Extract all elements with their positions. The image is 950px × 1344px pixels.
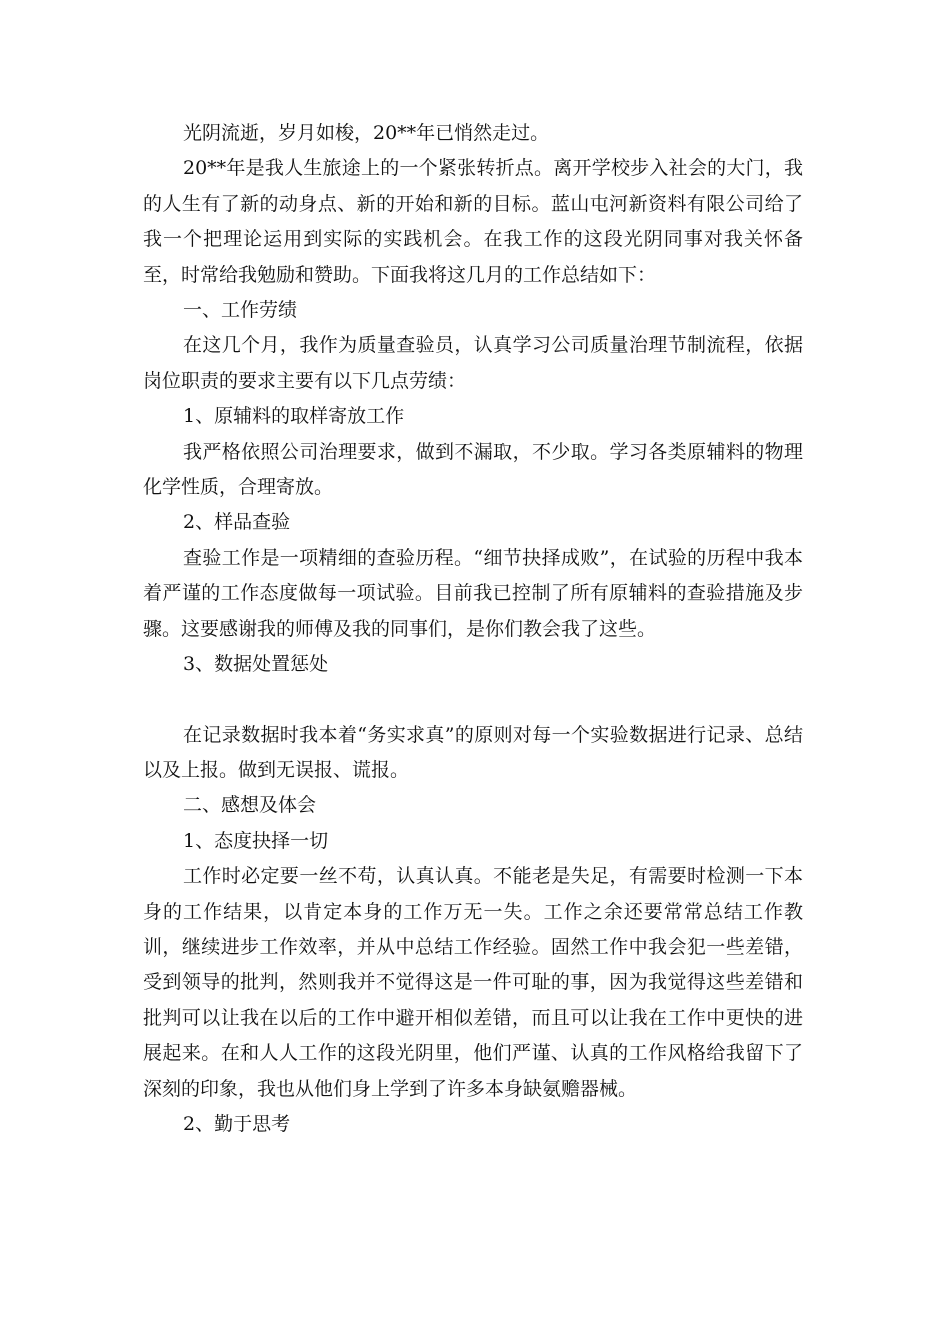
paragraph-sampling: 我严格依照公司治理要求，做到不漏取，不少取。学习各类原辅料的物理化学性质，合理寄放。 [143,440,803,499]
heading-reflections: 二、感想及体会 [183,794,317,817]
paragraph-intro: 光阴流逝，岁月如梭，20**年已悄然走过。 [183,122,550,144]
heading-work-results: 一、工作劳绩 [183,299,298,322]
subheading-inspection: 2、样品查验 [183,511,291,534]
paragraph-turning-point: 20**年是我人生旅途上的一个紧张转折点。离开学校步入社会的大门，我的人生有了新的动身点、新的开始和新的目标。蓝山屯河新资料有限公司给了我一个把理论运用到实际的实践机会。在我工作的这段光阴同事对我关怀备至，时常给我勉励和赞助。下面我将这几月的工作总结如下： [143,157,803,286]
paragraph-attitude: 工作时必定要一丝不苟，认真认真。不能老是失足，有需要时检测一下本身的工作结果，以肯定本身的工作万无一失。工作之余还要常常总结工作教训，继续进步工作效率，并从中总结工作经验。固然工作中我会犯一些差错，受到领导的批判，然则我并不觉得这是一件可耻的事，因为我觉得这些差错和批判可以让我在以后的工作中避开相似差错，而且可以让我在工作中更快的进展起来。在和人人工作的这段光阴里，他们严谨、认真的工作风格给我留下了深刻的印象，我也从他们身上学到了许多本身缺氨赡器械。 [143,865,803,1100]
subheading-thinking: 2、勤于思考 [183,1112,291,1135]
subheading-attitude: 1、态度抉择一切 [183,829,329,852]
subheading-sampling: 1、原辅料的取样寄放工作 [183,405,405,428]
blank-line [143,683,803,718]
paragraph-data-processing: 在记录数据时我本着“务实求真”的原则对每一个实验数据进行记录、总结以及上报。做到无误报、谎报。 [143,723,803,781]
document-body [143,116,803,1142]
paragraph-work-results: 在这几个月，我作为质量查验员，认真学习公司质量治理节制流程，依据岗位职责的要求主要有以下几点劳绩： [143,334,803,392]
subheading-data-processing: 3、数据处置惩处 [183,653,329,676]
paragraph-inspection: 查验工作是一项精细的查验历程。“细节抉择成败”，在试验的历程中我本着严谨的工作态度做每一项试验。目前我已控制了所有原辅料的查验措施及步骤。这要感谢我的师傅及我的同事们，是你们教会我了这些。 [143,546,803,640]
